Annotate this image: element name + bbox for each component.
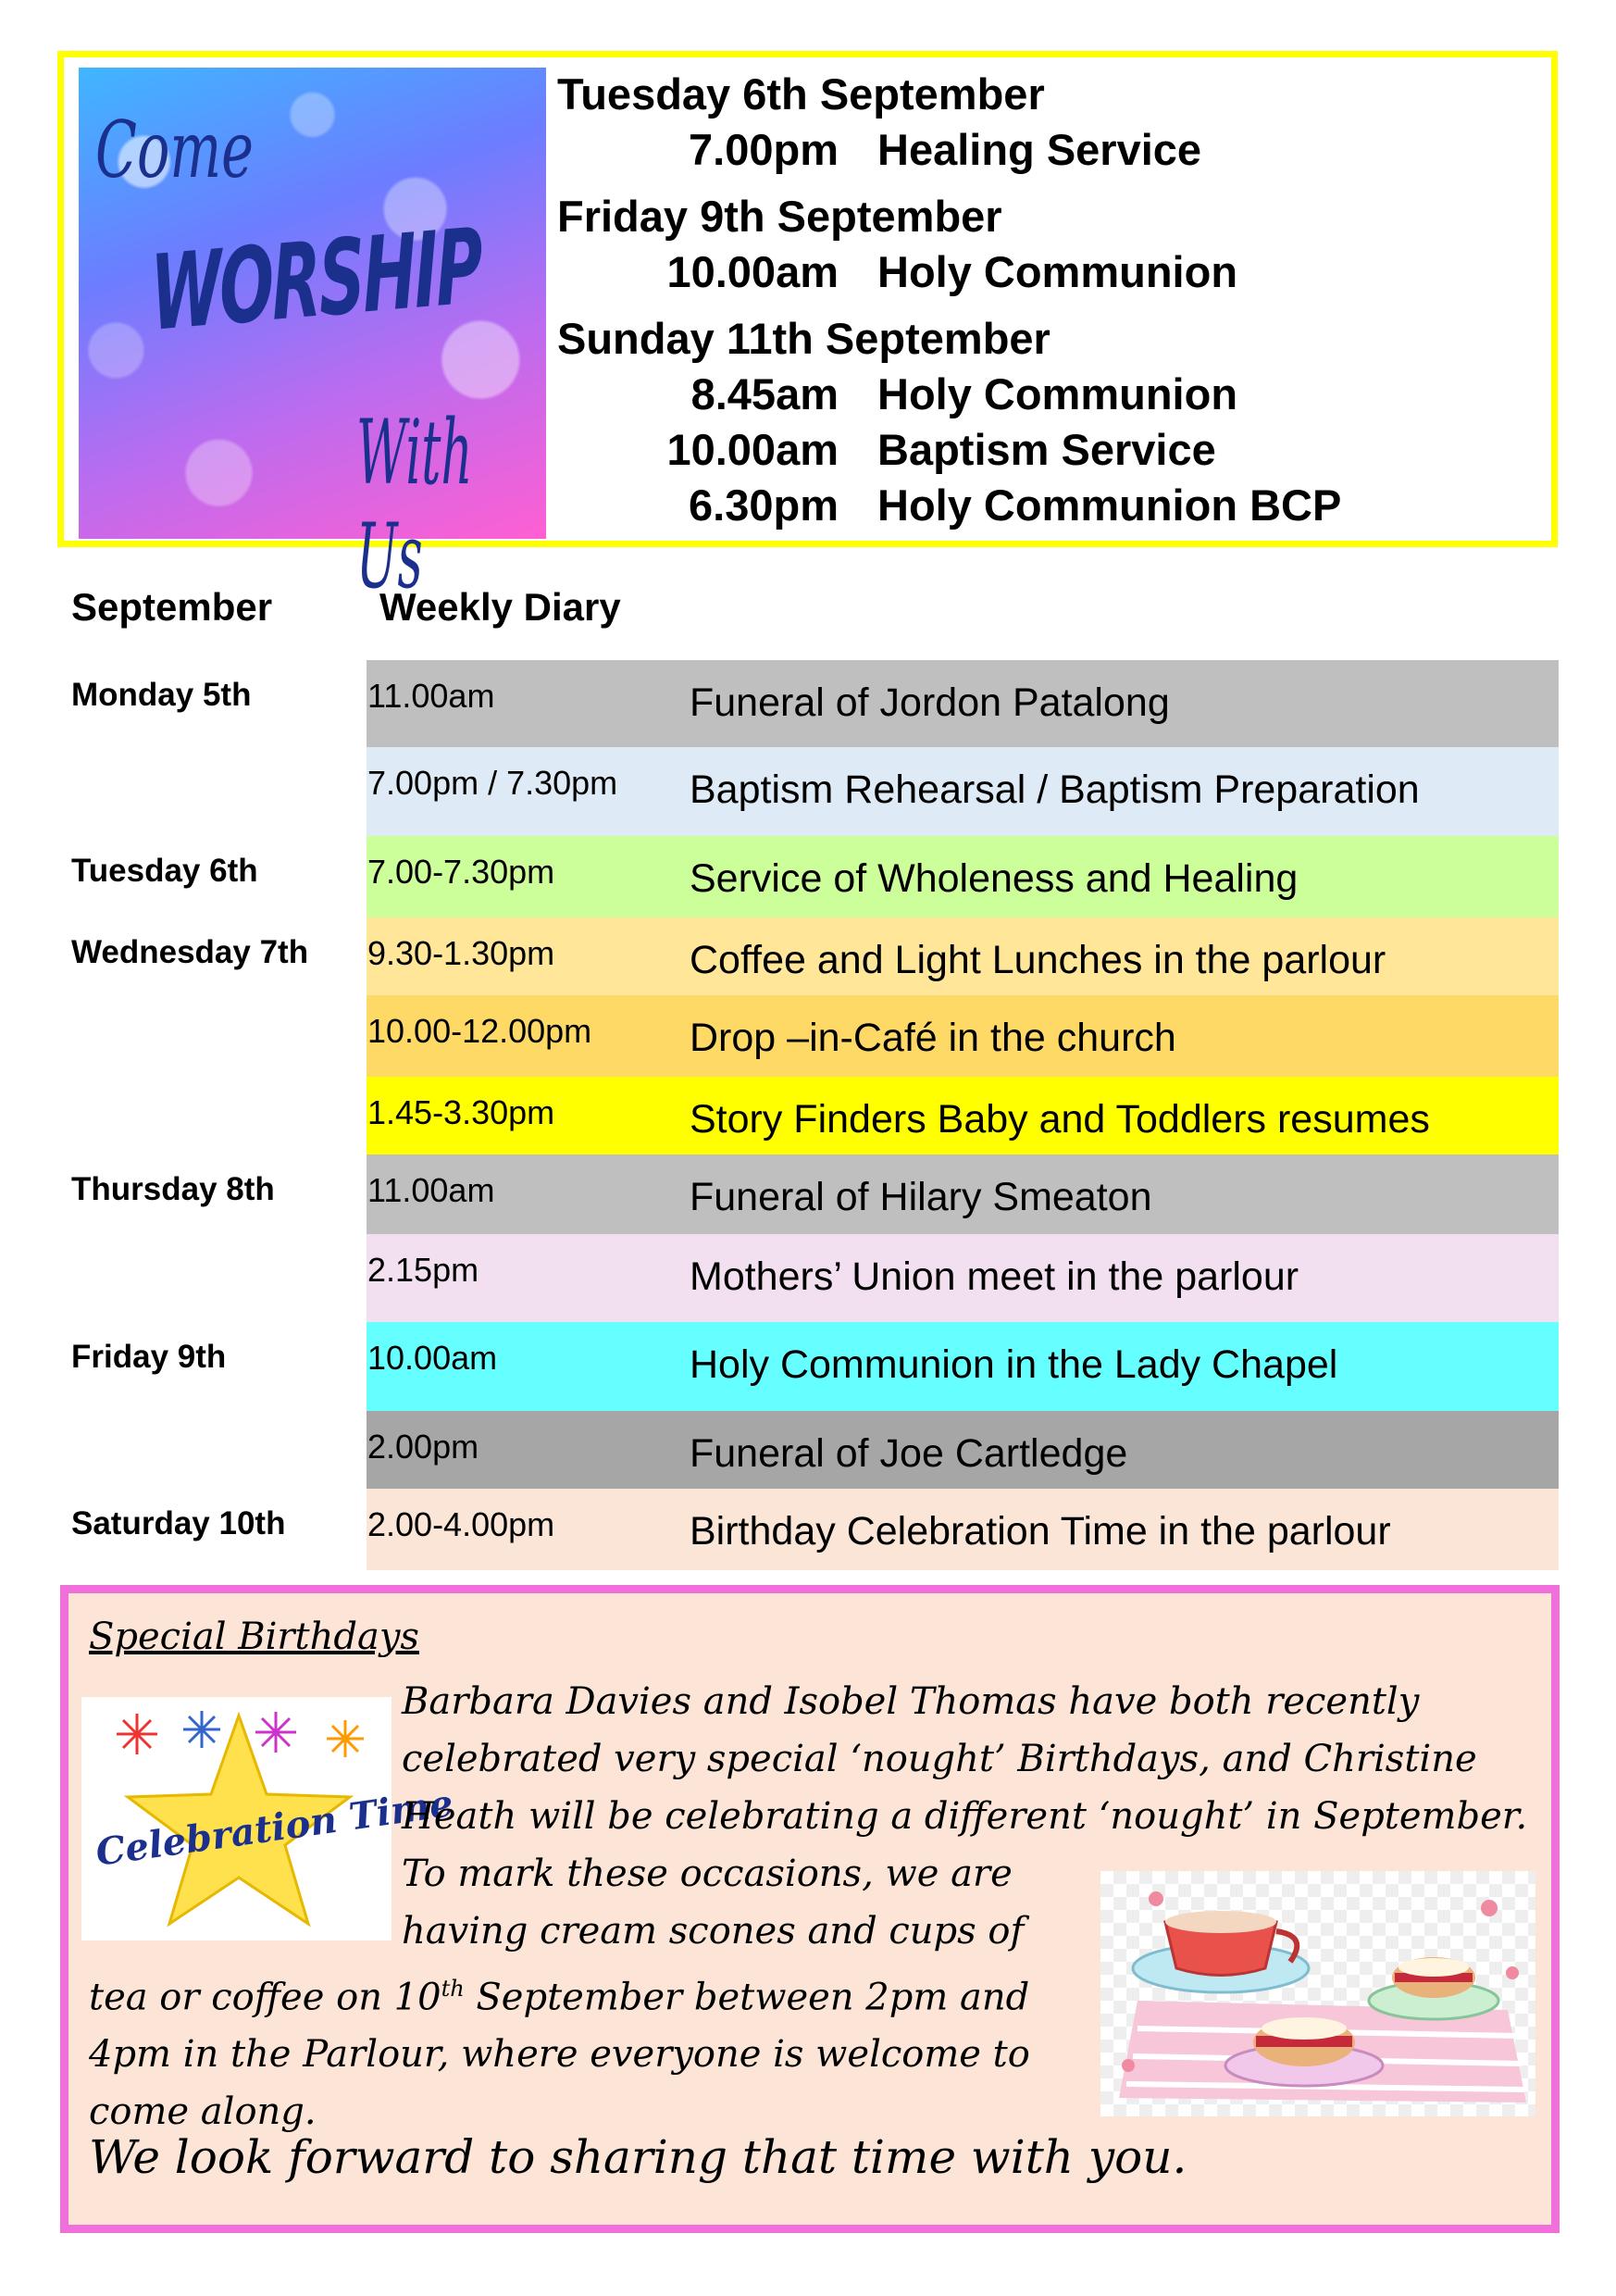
diary-event: Funeral of Hilary Smeaton bbox=[690, 1175, 1152, 1219]
birthdays-title: Special Birthdays bbox=[89, 1616, 419, 1658]
diary-time: 11.00am bbox=[367, 1171, 495, 1209]
diary-event: Baptism Rehearsal / Baptism Preparation bbox=[690, 767, 1420, 812]
with-us-text: With Us bbox=[356, 401, 473, 608]
diary-row bbox=[0, 1322, 1616, 1411]
service-day: Tuesday 6th September bbox=[557, 69, 1045, 119]
service-time: 8.45am bbox=[690, 369, 839, 418]
special-birthdays-panel bbox=[60, 1585, 1560, 2233]
weekly-diary-table bbox=[0, 660, 1616, 1570]
diary-event: Funeral of Joe Cartledge bbox=[690, 1431, 1128, 1476]
birthday-paragraph-bottom bbox=[89, 1960, 1030, 2140]
diary-row bbox=[0, 660, 1616, 747]
diary-event: Birthday Celebration Time in the parlour bbox=[690, 1509, 1391, 1554]
diary-event: Holy Communion in the Lady Chapel bbox=[690, 1342, 1338, 1387]
date-line-start: tea or coffee on 10 bbox=[89, 1976, 441, 2019]
diary-row bbox=[0, 1489, 1616, 1570]
diary-time: 11.00am bbox=[367, 677, 495, 715]
diary-time: 10.00-12.00pm bbox=[367, 1012, 592, 1050]
service-time: 10.00am bbox=[666, 425, 839, 474]
diary-time: 1.45-3.30pm bbox=[367, 1093, 555, 1131]
service-name: Holy Communion bbox=[877, 369, 1238, 418]
tea-and-scones-image bbox=[1100, 1871, 1535, 2116]
come-text: Come bbox=[95, 105, 254, 195]
paragraph-line: To mark these occasions, we are bbox=[402, 1853, 1013, 1895]
diary-event: Drop –in-Café in the church bbox=[690, 1016, 1176, 1060]
service-time: 10.00am bbox=[666, 247, 839, 296]
celebration-time-image bbox=[81, 1697, 456, 1940]
service-time: 6.30pm bbox=[689, 480, 839, 530]
diary-row bbox=[0, 1234, 1616, 1322]
diary-event: Story Finders Baby and Toddlers resumes bbox=[690, 1097, 1430, 1142]
diary-day: Tuesday 6th bbox=[71, 853, 258, 889]
service-time: 7.00pm bbox=[689, 125, 839, 174]
diary-time: 2.15pm bbox=[367, 1251, 479, 1289]
diary-time: 2.00pm bbox=[367, 1428, 479, 1466]
diary-time: 9.30-1.30pm bbox=[367, 934, 555, 972]
service-day: Sunday 11th September bbox=[557, 314, 1050, 363]
paragraph-line: come along. bbox=[89, 2090, 317, 2134]
diary-day: Monday 5th bbox=[71, 677, 252, 713]
diary-row bbox=[0, 836, 1616, 917]
paragraph-line: celebrated very special ‘nought’ Birthdays, and Christine bbox=[402, 1738, 1477, 1780]
service-item bbox=[557, 422, 1538, 478]
service-name: Holy Communion BCP bbox=[877, 480, 1342, 530]
diary-month-heading: September bbox=[71, 585, 273, 629]
worship-text: WORSHIP bbox=[149, 206, 483, 355]
paragraph-line: 4pm in the Parlour, where everyone is welcome to bbox=[89, 2033, 1030, 2077]
diary-row bbox=[0, 1154, 1616, 1234]
paragraph-line: Barbara Davies and Isobel Thomas have both recently bbox=[402, 1680, 1420, 1723]
services-list bbox=[557, 67, 1538, 533]
service-name: Holy Communion bbox=[877, 247, 1238, 296]
diary-time: 7.00-7.30pm bbox=[367, 853, 555, 891]
diary-row bbox=[0, 1077, 1616, 1154]
date-ordinal: th bbox=[441, 1976, 465, 2002]
service-day: Friday 9th September bbox=[557, 192, 1002, 241]
diary-row bbox=[0, 995, 1616, 1077]
service-item bbox=[557, 122, 1538, 178]
diary-time: 2.00-4.00pm bbox=[367, 1505, 555, 1543]
diary-day: Saturday 10th bbox=[71, 1505, 286, 1541]
closing-line: We look forward to sharing that time with you. bbox=[89, 2130, 1187, 2184]
celebration-time-text: Celebration Time bbox=[93, 1781, 456, 1875]
diary-day: Wednesday 7th bbox=[71, 934, 309, 970]
teacup-scones-icon bbox=[1100, 1871, 1535, 2116]
paragraph-line: Heath will be celebrating a different ‘nought’ in September. bbox=[402, 1795, 1528, 1838]
date-line-end: September between 2pm and bbox=[464, 1976, 1030, 2019]
diary-event: Mothers’ Union meet in the parlour bbox=[690, 1254, 1299, 1299]
diary-row bbox=[0, 917, 1616, 995]
diary-day: Thursday 8th bbox=[71, 1171, 275, 1207]
diary-event: Coffee and Light Lunches in the parlour bbox=[690, 938, 1386, 982]
diary-event: Funeral of Jordon Patalong bbox=[690, 680, 1170, 725]
service-name: Baptism Service bbox=[877, 425, 1216, 474]
diary-day: Friday 9th bbox=[71, 1339, 227, 1375]
diary-title: Weekly Diary bbox=[379, 585, 621, 629]
diary-row bbox=[0, 1411, 1616, 1489]
paragraph-line bbox=[89, 1960, 1030, 2026]
service-name: Healing Service bbox=[877, 125, 1202, 174]
diary-event: Service of Wholeness and Healing bbox=[690, 856, 1299, 901]
service-item bbox=[557, 478, 1538, 533]
service-item bbox=[557, 367, 1538, 422]
diary-time: 10.00am bbox=[367, 1339, 498, 1377]
diary-row bbox=[0, 747, 1616, 836]
service-item bbox=[557, 244, 1538, 300]
diary-time: 7.00pm / 7.30pm bbox=[367, 764, 618, 802]
paragraph-line: having cream scones and cups of bbox=[402, 1910, 1025, 1953]
